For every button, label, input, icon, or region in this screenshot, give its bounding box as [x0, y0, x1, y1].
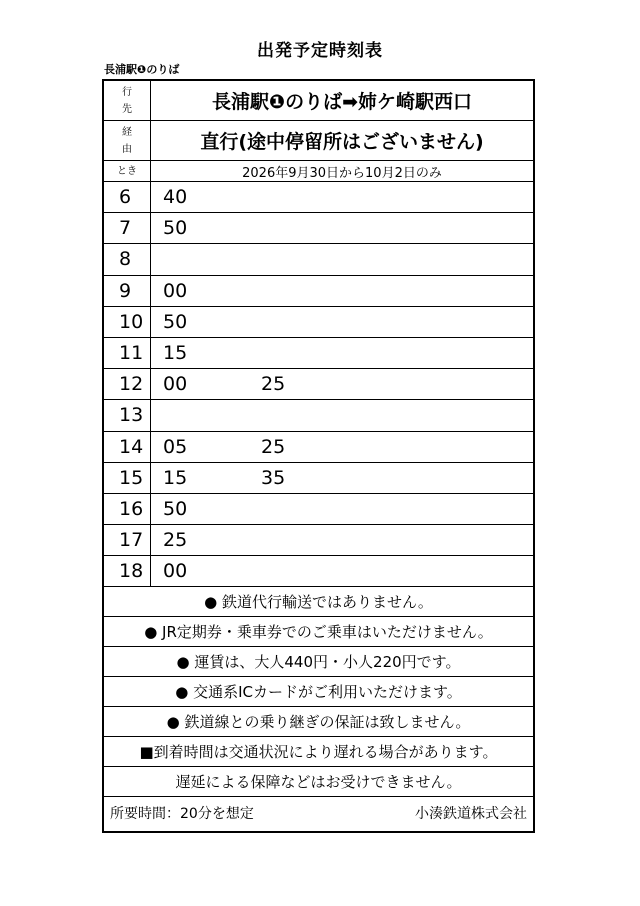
hour-cell: 15 — [104, 463, 151, 493]
hour-cell: 14 — [104, 432, 151, 462]
timetable-row — [104, 244, 533, 275]
minutes-cell — [151, 432, 533, 462]
hour-cell: 13 — [104, 400, 151, 430]
notice-line: ● 鉄道代行輸送ではありません。 — [104, 587, 533, 617]
via-row — [104, 121, 533, 161]
hour-cell: 10 — [104, 307, 151, 337]
timetable-row — [104, 307, 533, 338]
notices — [104, 587, 533, 797]
notice-line: 遅延による保障などはお受けできません。 — [104, 767, 533, 797]
departure-minute: 35 — [261, 466, 286, 489]
minutes-cell — [151, 400, 533, 430]
departure-minute: 25 — [261, 435, 286, 458]
departure-minute: 25 — [163, 529, 188, 552]
hour-cell: 18 — [104, 556, 151, 586]
minutes-cell — [151, 338, 533, 368]
timetable-row — [104, 463, 533, 494]
destination-row — [104, 81, 533, 121]
operator-name: 小湊鉄道株式会社 — [415, 806, 527, 823]
timetable-row — [104, 369, 533, 400]
notice-line: ● 鉄道線との乗り継ぎの保証は致しません。 — [104, 707, 533, 737]
notice-line: ■到着時間は交通状況により遅れる場合があります。 — [104, 737, 533, 767]
notice-line: ● JR定期券・乗車券でのご乗車はいただけません。 — [104, 617, 533, 647]
departure-minute: 50 — [163, 217, 188, 240]
minutes-cell — [151, 244, 533, 274]
duration-text: 所要時間：20分を想定 — [110, 806, 254, 823]
hour-cell: 7 — [104, 213, 151, 243]
timetable-row — [104, 432, 533, 463]
departure-minute: 15 — [163, 342, 188, 365]
minutes-cell — [151, 276, 533, 306]
destination-value: 長浦駅❶のりば➡姉ケ崎駅西口 — [211, 91, 472, 113]
departure-minute: 50 — [163, 310, 188, 333]
departure-minute: 40 — [163, 186, 188, 209]
timetable-row — [104, 276, 533, 307]
timetable-sheet — [102, 79, 535, 833]
via-label-bottom: 由 — [122, 143, 132, 155]
destination-label-top: 行 — [122, 86, 132, 98]
minutes-cell — [151, 213, 533, 243]
departure-minute: 00 — [163, 279, 188, 302]
departure-minute: 00 — [163, 373, 188, 396]
departure-minute: 25 — [261, 373, 286, 396]
via-value: 直行(途中停留所はございません) — [200, 131, 484, 153]
stop-label: 長浦駅❶のりば — [104, 63, 180, 76]
departure-minute: 50 — [163, 497, 188, 520]
timetable-row — [104, 556, 533, 587]
destination-label-bottom: 先 — [122, 103, 132, 115]
timetable-row — [104, 525, 533, 556]
date-label: とき — [104, 161, 151, 181]
minutes-cell — [151, 307, 533, 337]
hour-cell: 16 — [104, 494, 151, 524]
minutes-cell — [151, 525, 533, 555]
hour-cell: 6 — [104, 182, 151, 212]
minutes-cell — [151, 182, 533, 212]
destination-label — [104, 81, 151, 120]
hour-rows — [104, 182, 533, 587]
hour-cell: 12 — [104, 369, 151, 399]
timetable-row — [104, 338, 533, 369]
departure-minute: 15 — [163, 466, 188, 489]
hour-cell: 11 — [104, 338, 151, 368]
notice-line: ● 交通系ICカードがご利用いただけます。 — [104, 677, 533, 707]
minutes-cell — [151, 463, 533, 493]
departure-minute: 05 — [163, 435, 188, 458]
timetable-row — [104, 182, 533, 213]
hour-cell: 9 — [104, 276, 151, 306]
via-label-top: 経 — [122, 126, 132, 138]
footer — [104, 797, 533, 829]
timetable-row — [104, 494, 533, 525]
timetable-row — [104, 400, 533, 431]
date-row — [104, 161, 533, 182]
hour-cell: 8 — [104, 244, 151, 274]
notice-line: ● 運賃は、大人440円・小人220円です。 — [104, 647, 533, 677]
minutes-cell — [151, 556, 533, 586]
date-value: 2026年9月30日から10月2日のみ — [242, 165, 442, 181]
timetable-row — [104, 213, 533, 244]
hour-cell: 17 — [104, 525, 151, 555]
minutes-cell — [151, 494, 533, 524]
via-label — [104, 121, 151, 160]
departure-minute: 00 — [163, 560, 188, 583]
page-title: 出発予定時刻表 — [257, 41, 383, 61]
minutes-cell — [151, 369, 533, 399]
